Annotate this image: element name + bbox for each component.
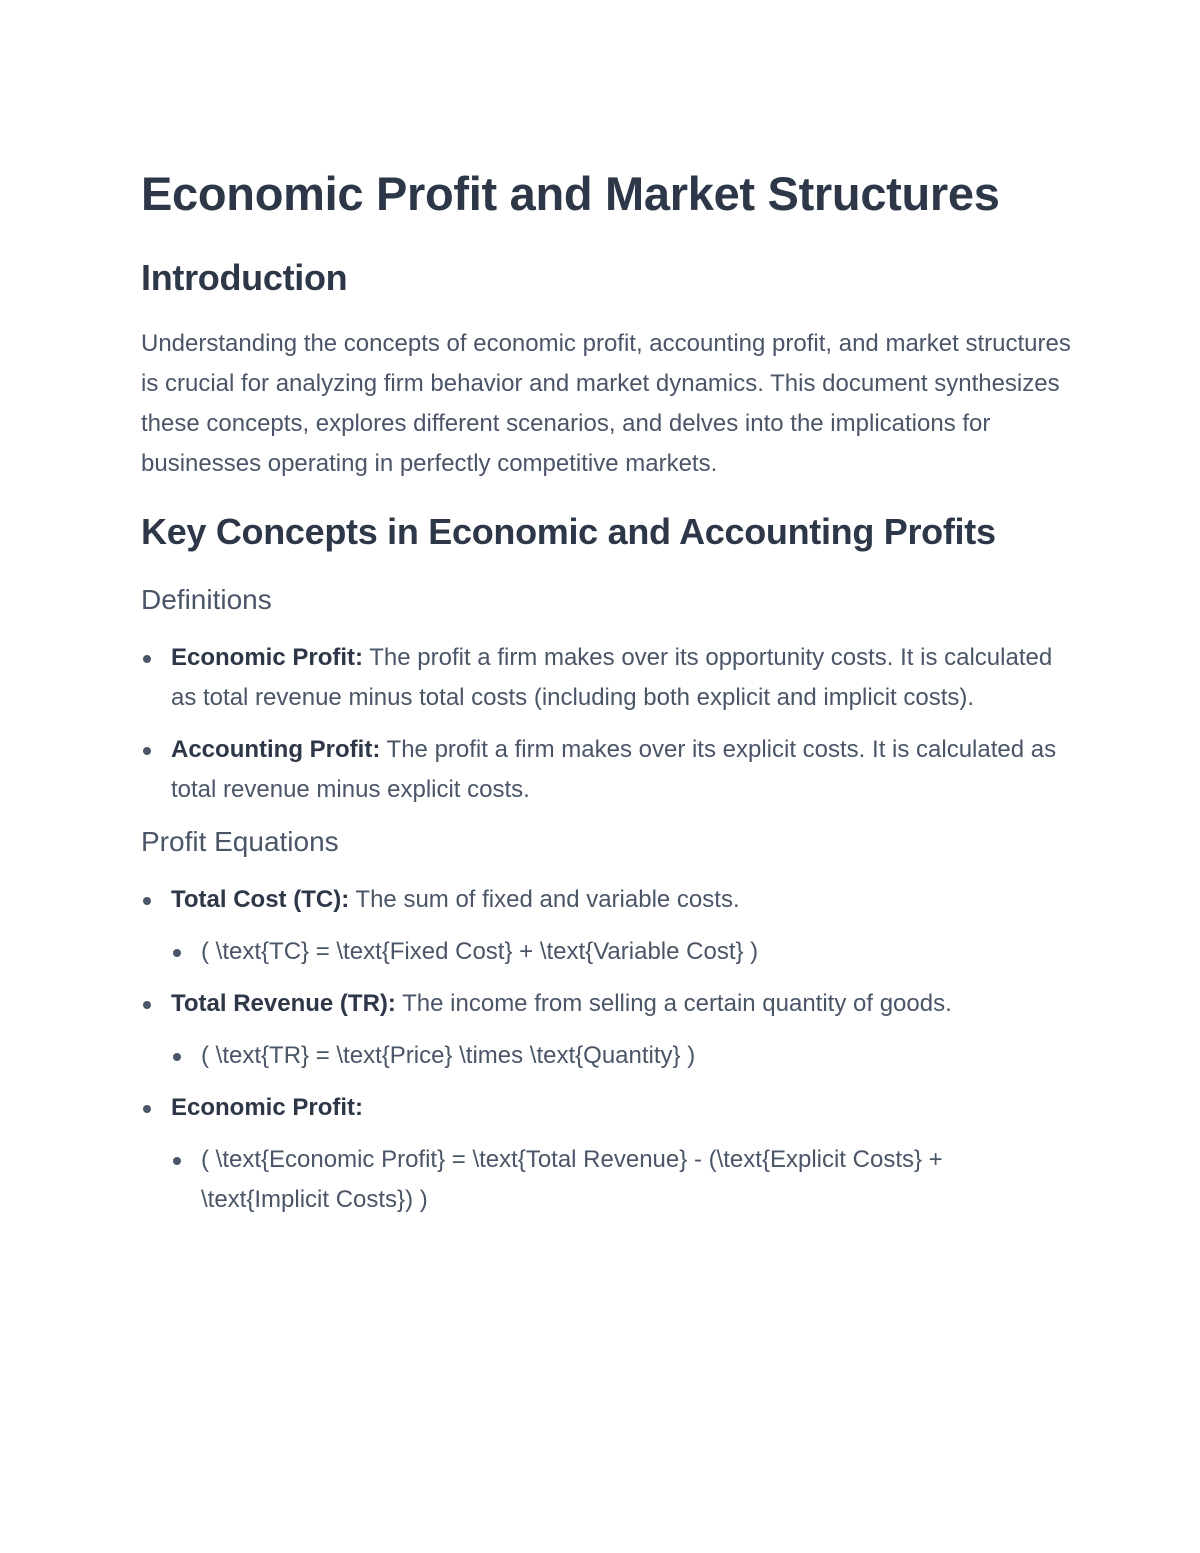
profit-equations-heading: Profit Equations <box>141 826 339 857</box>
formula-item: ( \text{TR} = \text{Price} \times \text{Quantity} ) <box>171 1036 1071 1076</box>
list-item <box>141 1088 1071 1220</box>
definition-text: The profit a firm makes over its explicit costs. It is calculated as total revenue minus explicit costs. <box>171 736 1057 803</box>
list-item <box>141 880 1071 972</box>
equation-term: Total Cost (TC): <box>171 886 350 913</box>
equation-text: The income from selling a certain quantity of goods. <box>395 990 952 1017</box>
definition-text: The profit a firm makes over its opportunity costs. It is calculated as total revenue minus total costs (including both explicit and implicit costs). <box>171 644 1053 711</box>
document-title: Economic Profit and Market Structures <box>141 167 1000 220</box>
key-concepts-heading: Key Concepts in Economic and Accounting Profits <box>141 511 996 552</box>
list-item <box>141 730 1071 810</box>
equation-term: Total Revenue (TR): <box>171 990 396 1017</box>
formula-item: ( \text{TC} = \text{Fixed Cost} + \text{Variable Cost} ) <box>171 932 1071 972</box>
formula-list <box>171 1140 1071 1220</box>
definition-term: Economic Profit: <box>171 644 364 671</box>
document-page <box>141 160 1071 1232</box>
formula-list <box>171 1036 1071 1076</box>
definition-term: Accounting Profit: <box>171 736 381 763</box>
introduction-heading: Introduction <box>141 257 348 298</box>
equation-term: Economic Profit: <box>171 1094 364 1121</box>
definitions-heading: Definitions <box>141 584 272 615</box>
profit-equations-list <box>141 880 1071 1220</box>
list-item <box>141 638 1071 718</box>
introduction-paragraph: Understanding the concepts of economic profit, accounting profit, and market structures is crucial for analyzing firm behavior and market dynamics. This document synthesizes these concepts, explores different scenarios, and delves into the implications for businesses operating in perfectly competitive markets. <box>141 330 1071 477</box>
formula-item: ( \text{Economic Profit} = \text{Total Revenue} - (\text{Explicit Costs} + \text{Implicit Costs}) ) <box>171 1140 1071 1220</box>
definitions-list <box>141 638 1071 810</box>
list-item <box>141 984 1071 1076</box>
equation-text: The sum of fixed and variable costs. <box>349 886 740 913</box>
formula-list <box>171 932 1071 972</box>
